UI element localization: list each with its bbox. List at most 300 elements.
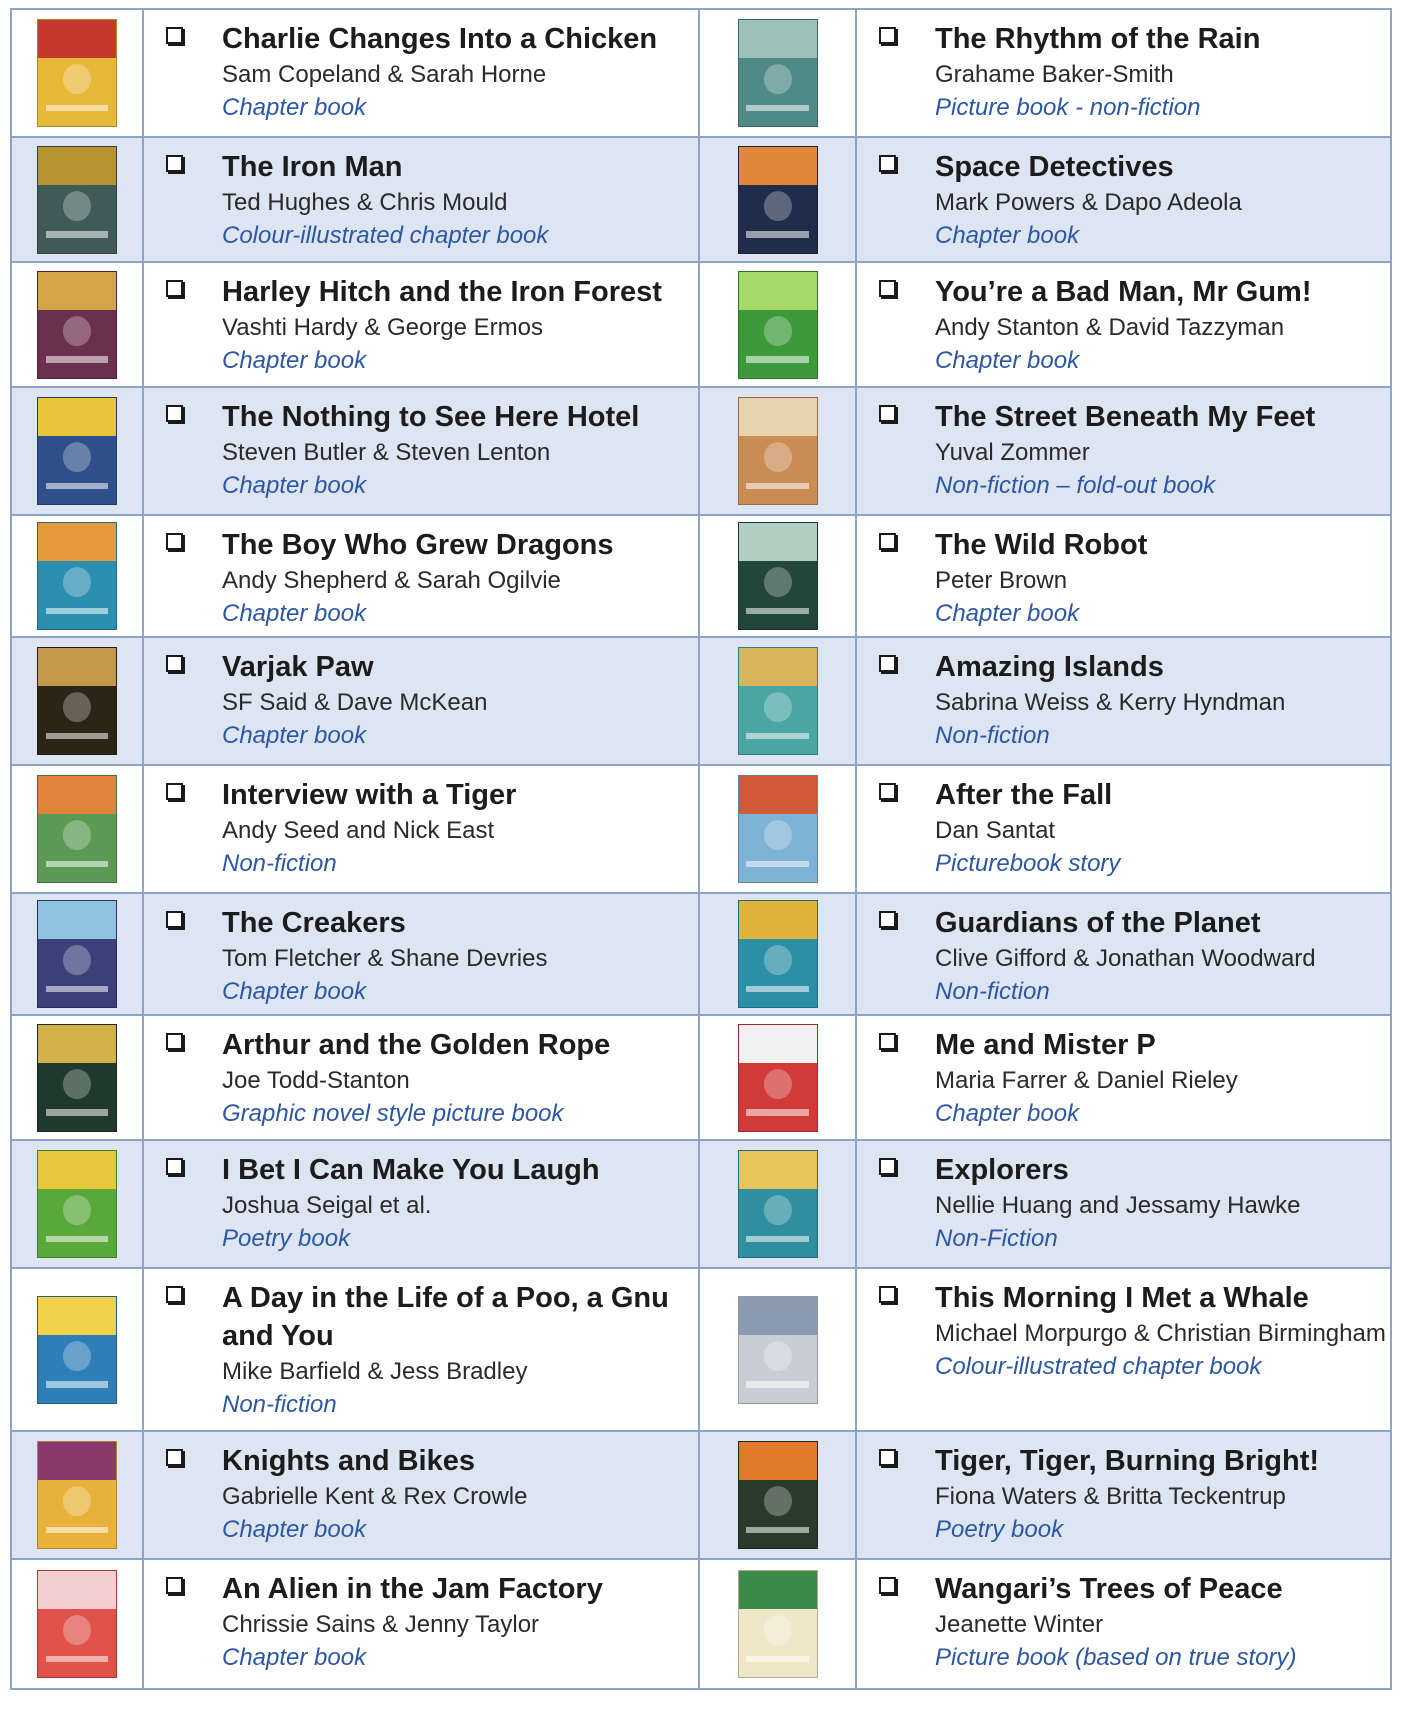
cover-author-stripe (746, 356, 808, 362)
book-title: A Day in the Life of a Poo, a Gnu and You (222, 1282, 669, 1352)
book-cover-image (37, 271, 117, 379)
right-info-cell (856, 637, 1391, 765)
book-title: The Creakers (222, 907, 406, 939)
book-cover-image (37, 146, 117, 254)
cover-author-stripe (746, 861, 808, 867)
book-genre: Chapter book (222, 1516, 367, 1543)
cover-illustration (763, 946, 791, 976)
right-info-cell (856, 1431, 1391, 1559)
book-authors: Peter Brown (935, 567, 1068, 594)
cover-author-stripe (746, 986, 808, 992)
cover-illustration (763, 1196, 791, 1226)
right-info-cell (856, 387, 1391, 515)
book-row (11, 1015, 1391, 1140)
right-cover-cell (699, 1559, 856, 1689)
book-row (11, 1559, 1391, 1689)
book-genre: Chapter book (222, 94, 367, 121)
read-checkbox[interactable] (879, 655, 896, 672)
book-genre: Chapter book (935, 347, 1080, 374)
cover-illustration (63, 1069, 91, 1099)
cover-author-stripe (746, 1236, 808, 1242)
book-genre: Chapter book (935, 1100, 1080, 1127)
left-cover-cell (11, 1015, 143, 1140)
read-checkbox[interactable] (879, 1158, 896, 1175)
book-title: Explorers (935, 1154, 1069, 1186)
book-title: The Street Beneath My Feet (935, 401, 1316, 433)
book-authors: Yuval Zommer (935, 439, 1090, 466)
right-info-cell (856, 1015, 1391, 1140)
book-authors: Andy Stanton & David Tazzyman (935, 314, 1285, 341)
book-authors: SF Said & Dave McKean (222, 689, 488, 716)
book-title: After the Fall (935, 779, 1113, 811)
right-cover-cell (699, 137, 856, 262)
cover-author-stripe (46, 733, 108, 739)
book-entry (857, 1016, 1390, 1136)
left-info-cell (143, 1431, 699, 1559)
cover-illustration (763, 65, 791, 95)
read-checkbox[interactable] (879, 911, 896, 928)
book-entry (144, 263, 698, 383)
book-entry (144, 638, 698, 758)
left-cover-cell (11, 1559, 143, 1689)
book-entry (857, 1141, 1390, 1261)
right-info-cell (856, 1559, 1391, 1689)
cover-title-band (739, 398, 817, 436)
book-row (11, 9, 1391, 137)
cover-author-stripe (46, 231, 108, 237)
read-checkbox[interactable] (879, 280, 896, 297)
book-authors: Andy Seed and Nick East (222, 817, 495, 844)
right-cover-cell (699, 893, 856, 1015)
book-entry (144, 1141, 698, 1261)
cover-author-stripe (746, 1527, 808, 1533)
right-cover-cell (699, 515, 856, 637)
left-info-cell (143, 9, 699, 137)
book-row (11, 893, 1391, 1015)
book-cover-image (37, 1570, 117, 1678)
book-cover-image (738, 1296, 818, 1404)
book-genre: Graphic novel style picture book (222, 1100, 564, 1127)
cover-author-stripe (746, 231, 808, 237)
book-authors: Jeanette Winter (935, 1611, 1104, 1638)
cover-author-stripe (46, 1236, 108, 1242)
book-title: An Alien in the Jam Factory (222, 1573, 603, 1605)
cover-illustration (63, 65, 91, 95)
left-info-cell (143, 1140, 699, 1268)
cover-illustration (63, 316, 91, 346)
left-info-cell (143, 137, 699, 262)
read-checkbox[interactable] (166, 1158, 183, 1175)
cover-title-band (38, 1151, 116, 1189)
cover-illustration (763, 1069, 791, 1099)
book-cover-image (37, 1296, 117, 1404)
right-info-cell (856, 9, 1391, 137)
cover-title-band (739, 1151, 817, 1189)
book-entry (144, 1432, 698, 1552)
right-info-cell (856, 893, 1391, 1015)
book-entry (857, 263, 1390, 383)
book-title: Arthur and the Golden Rope (222, 1029, 611, 1061)
book-authors: Joe Todd-Stanton (222, 1067, 410, 1094)
book-title: The Iron Man (222, 151, 403, 183)
left-cover-cell (11, 893, 143, 1015)
cover-illustration (63, 1616, 91, 1646)
cover-author-stripe (46, 1109, 108, 1115)
book-genre: Chapter book (935, 222, 1080, 249)
cover-title-band (38, 1025, 116, 1063)
right-cover-cell (699, 1268, 856, 1431)
book-authors: Nellie Huang and Jessamy Hawke (935, 1192, 1301, 1219)
left-info-cell (143, 765, 699, 893)
book-entry (857, 10, 1390, 130)
book-genre: Picture book (based on true story) (935, 1644, 1297, 1671)
left-cover-cell (11, 637, 143, 765)
book-row (11, 515, 1391, 637)
book-cover-image (37, 647, 117, 755)
book-genre: Picture book - non-fiction (935, 94, 1201, 121)
book-genre: Non-fiction (222, 850, 337, 877)
cover-illustration (763, 1616, 791, 1646)
book-list-table (10, 8, 1392, 1690)
book-cover-image (738, 1570, 818, 1678)
book-genre: Chapter book (222, 722, 367, 749)
book-cover-image (37, 19, 117, 127)
cover-title-band (38, 398, 116, 436)
left-info-cell (143, 1559, 699, 1689)
cover-title-band (739, 776, 817, 814)
book-cover-image (738, 1150, 818, 1258)
book-cover-image (738, 900, 818, 1008)
book-authors: Sabrina Weiss & Kerry Hyndman (935, 689, 1286, 716)
book-authors: Chrissie Sains & Jenny Taylor (222, 1611, 540, 1638)
read-checkbox[interactable] (879, 405, 896, 422)
book-genre: Non-fiction (935, 722, 1050, 749)
book-entry (144, 894, 698, 1014)
book-title: Charlie Changes Into a Chicken (222, 23, 658, 55)
read-checkbox[interactable] (166, 1033, 183, 1050)
cover-illustration (63, 191, 91, 221)
cover-illustration (63, 1196, 91, 1226)
cover-author-stripe (746, 1109, 808, 1115)
book-entry (857, 388, 1390, 508)
book-row (11, 137, 1391, 262)
book-genre: Non-fiction (222, 1391, 337, 1418)
left-info-cell (143, 637, 699, 765)
read-checkbox[interactable] (166, 655, 183, 672)
book-genre: Chapter book (222, 600, 367, 627)
book-authors: Clive Gifford & Jonathan Woodward (935, 945, 1316, 972)
book-title: Harley Hitch and the Iron Forest (222, 276, 662, 308)
book-entry (144, 1560, 698, 1680)
book-cover-image (738, 647, 818, 755)
cover-title-band (739, 20, 817, 58)
cover-author-stripe (46, 1527, 108, 1533)
book-cover-image (738, 775, 818, 883)
book-cover-image (738, 146, 818, 254)
right-cover-cell (699, 262, 856, 387)
cover-author-stripe (746, 733, 808, 739)
book-entry (857, 894, 1390, 1014)
right-cover-cell (699, 765, 856, 893)
read-checkbox[interactable] (166, 533, 183, 550)
book-title: The Rhythm of the Rain (935, 23, 1261, 55)
book-title: Guardians of the Planet (935, 907, 1261, 939)
read-checkbox[interactable] (879, 1449, 896, 1466)
read-checkbox[interactable] (166, 1286, 183, 1303)
book-entry (144, 138, 698, 258)
book-rows (11, 9, 1391, 1689)
book-title: The Boy Who Grew Dragons (222, 529, 614, 561)
book-genre: Poetry book (222, 1225, 351, 1252)
right-cover-cell (699, 1015, 856, 1140)
right-cover-cell (699, 9, 856, 137)
cover-author-stripe (46, 105, 108, 111)
book-cover-image (738, 1024, 818, 1132)
book-genre: Colour-illustrated chapter book (935, 1353, 1262, 1380)
cover-author-stripe (46, 356, 108, 362)
left-cover-cell (11, 387, 143, 515)
book-authors: Maria Farrer & Daniel Rieley (935, 1067, 1238, 1094)
cover-author-stripe (746, 1381, 808, 1387)
book-genre: Non-fiction – fold-out book (935, 472, 1216, 499)
book-cover-image (738, 19, 818, 127)
book-title: Varjak Paw (222, 651, 374, 683)
right-cover-cell (699, 387, 856, 515)
right-cover-cell (699, 637, 856, 765)
book-authors: Dan Santat (935, 817, 1056, 844)
book-cover-image (738, 1441, 818, 1549)
cover-title-band (739, 1025, 817, 1063)
book-row (11, 1268, 1391, 1431)
book-authors: Ted Hughes & Chris Mould (222, 189, 508, 216)
cover-author-stripe (46, 986, 108, 992)
left-cover-cell (11, 137, 143, 262)
book-genre: Poetry book (935, 1516, 1064, 1543)
book-entry (144, 516, 698, 636)
book-authors: Mark Powers & Dapo Adeola (935, 189, 1242, 216)
book-title: Wangari’s Trees of Peace (935, 1573, 1283, 1605)
cover-title-band (38, 272, 116, 310)
left-info-cell (143, 387, 699, 515)
left-cover-cell (11, 262, 143, 387)
read-checkbox[interactable] (879, 1577, 896, 1594)
read-checkbox[interactable] (166, 27, 183, 44)
book-cover-image (37, 775, 117, 883)
read-checkbox[interactable] (166, 405, 183, 422)
book-title: I Bet I Can Make You Laugh (222, 1154, 600, 1186)
book-authors: Joshua Seigal et al. (222, 1192, 432, 1219)
book-row (11, 262, 1391, 387)
cover-title-band (38, 1571, 116, 1609)
left-info-cell (143, 515, 699, 637)
book-entry (144, 1269, 698, 1427)
book-entry (144, 1016, 698, 1136)
read-checkbox[interactable] (879, 1033, 896, 1050)
cover-illustration (63, 693, 91, 723)
book-genre: Chapter book (222, 347, 367, 374)
book-authors: Tom Fletcher & Shane Devries (222, 945, 548, 972)
book-title: Space Detectives (935, 151, 1174, 183)
book-cover-image (738, 397, 818, 505)
left-info-cell (143, 1268, 699, 1431)
right-info-cell (856, 262, 1391, 387)
cover-author-stripe (746, 105, 808, 111)
cover-author-stripe (46, 608, 108, 614)
cover-title-band (739, 1297, 817, 1335)
read-checkbox[interactable] (879, 783, 896, 800)
book-genre: Chapter book (222, 978, 367, 1005)
book-genre: Chapter book (935, 600, 1080, 627)
cover-illustration (763, 191, 791, 221)
read-checkbox[interactable] (879, 533, 896, 550)
book-authors: Fiona Waters & Britta Teckentrup (935, 1483, 1286, 1510)
cover-author-stripe (746, 608, 808, 614)
cover-title-band (739, 648, 817, 686)
left-cover-cell (11, 1268, 143, 1431)
cover-author-stripe (46, 1381, 108, 1387)
book-genre: Chapter book (222, 1644, 367, 1671)
cover-title-band (739, 1442, 817, 1480)
book-authors: Mike Barfield & Jess Bradley (222, 1358, 528, 1385)
cover-author-stripe (746, 483, 808, 489)
book-cover-image (37, 1024, 117, 1132)
cover-title-band (38, 648, 116, 686)
book-title: Amazing Islands (935, 651, 1164, 683)
left-cover-cell (11, 515, 143, 637)
book-title: Interview with a Tiger (222, 779, 517, 811)
book-cover-image (37, 1441, 117, 1549)
cover-illustration (63, 443, 91, 473)
book-title: The Nothing to See Here Hotel (222, 401, 640, 433)
cover-title-band (739, 1571, 817, 1609)
read-checkbox[interactable] (166, 155, 183, 172)
right-info-cell (856, 1140, 1391, 1268)
left-info-cell (143, 893, 699, 1015)
read-checkbox[interactable] (166, 280, 183, 297)
cover-illustration (763, 568, 791, 598)
cover-title-band (38, 776, 116, 814)
book-cover-image (37, 397, 117, 505)
book-entry (144, 388, 698, 508)
cover-illustration (763, 1341, 791, 1371)
book-entry (857, 638, 1390, 758)
book-cover-image (738, 271, 818, 379)
read-checkbox[interactable] (166, 911, 183, 928)
book-title: This Morning I Met a Whale (935, 1282, 1309, 1314)
book-authors: Grahame Baker-Smith (935, 61, 1174, 88)
cover-illustration (63, 568, 91, 598)
book-entry (857, 138, 1390, 258)
book-title: Me and Mister P (935, 1029, 1156, 1061)
cover-illustration (63, 1341, 91, 1371)
cover-title-band (38, 523, 116, 561)
cover-author-stripe (46, 483, 108, 489)
book-authors: Gabrielle Kent & Rex Crowle (222, 1483, 528, 1510)
right-info-cell (856, 765, 1391, 893)
cover-illustration (763, 443, 791, 473)
cover-illustration (763, 1487, 791, 1517)
book-entry (857, 766, 1390, 886)
cover-author-stripe (46, 1656, 108, 1662)
read-checkbox[interactable] (879, 27, 896, 44)
book-cover-image (37, 1150, 117, 1258)
book-entry (857, 1432, 1390, 1552)
cover-title-band (38, 901, 116, 939)
cover-title-band (38, 147, 116, 185)
right-info-cell (856, 515, 1391, 637)
book-row (11, 387, 1391, 515)
cover-illustration (63, 821, 91, 851)
right-cover-cell (699, 1431, 856, 1559)
read-checkbox[interactable] (166, 1449, 183, 1466)
cover-title-band (38, 20, 116, 58)
book-authors: Vashti Hardy & George Ermos (222, 314, 544, 341)
book-title: Tiger, Tiger, Burning Bright! (935, 1445, 1320, 1477)
read-checkbox[interactable] (879, 155, 896, 172)
book-entry (144, 10, 698, 130)
book-genre: Non-fiction (935, 978, 1050, 1005)
cover-title-band (739, 147, 817, 185)
book-row (11, 765, 1391, 893)
read-checkbox[interactable] (166, 783, 183, 800)
book-row (11, 1140, 1391, 1268)
book-title: You’re a Bad Man, Mr Gum! (935, 276, 1312, 308)
book-entry (144, 766, 698, 886)
book-authors: Steven Butler & Steven Lenton (222, 439, 551, 466)
cover-illustration (763, 693, 791, 723)
left-cover-cell (11, 9, 143, 137)
cover-title-band (739, 523, 817, 561)
cover-illustration (63, 1487, 91, 1517)
cover-illustration (763, 316, 791, 346)
book-cover-image (738, 522, 818, 630)
book-genre: Chapter book (222, 472, 367, 499)
book-entry (857, 516, 1390, 636)
book-cover-image (37, 522, 117, 630)
right-info-cell (856, 137, 1391, 262)
cover-title-band (38, 1297, 116, 1335)
left-info-cell (143, 262, 699, 387)
cover-author-stripe (746, 1656, 808, 1662)
book-authors: Andy Shepherd & Sarah Ogilvie (222, 567, 561, 594)
book-genre: Non-Fiction (935, 1225, 1058, 1252)
book-authors: Sam Copeland & Sarah Horne (222, 61, 547, 88)
cover-title-band (739, 272, 817, 310)
book-authors: Michael Morpurgo & Christian Birmingham (935, 1320, 1386, 1347)
cover-title-band (739, 901, 817, 939)
read-checkbox[interactable] (166, 1577, 183, 1594)
right-info-cell (856, 1268, 1391, 1431)
left-cover-cell (11, 765, 143, 893)
left-cover-cell (11, 1140, 143, 1268)
book-entry (857, 1560, 1390, 1680)
cover-title-band (38, 1442, 116, 1480)
left-cover-cell (11, 1431, 143, 1559)
book-genre: Colour-illustrated chapter book (222, 222, 549, 249)
book-row (11, 1431, 1391, 1559)
cover-illustration (63, 946, 91, 976)
right-cover-cell (699, 1140, 856, 1268)
cover-author-stripe (46, 861, 108, 867)
cover-illustration (763, 821, 791, 851)
book-title: Knights and Bikes (222, 1445, 475, 1477)
book-row (11, 637, 1391, 765)
book-entry (857, 1269, 1390, 1389)
read-checkbox[interactable] (879, 1286, 896, 1303)
book-genre: Picturebook story (935, 850, 1121, 877)
book-cover-image (37, 900, 117, 1008)
book-title: The Wild Robot (935, 529, 1148, 561)
